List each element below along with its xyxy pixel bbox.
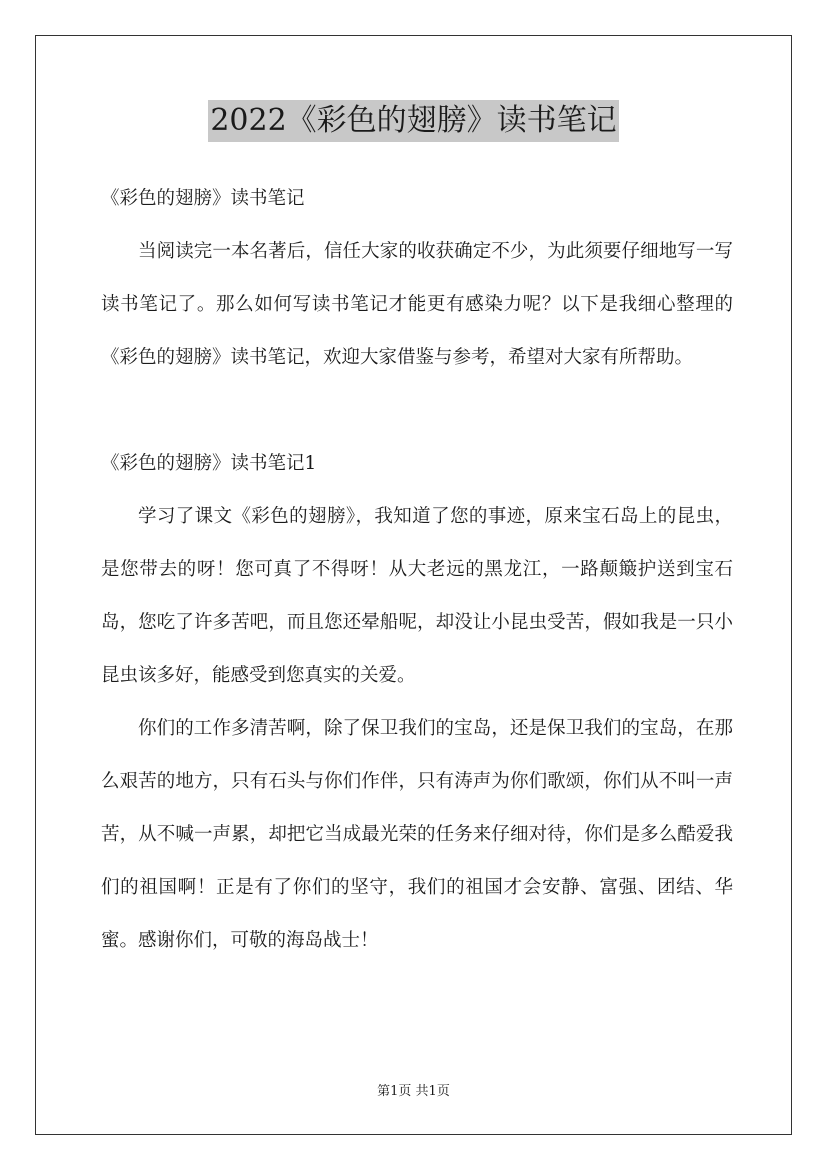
section-paragraph-1: 学习了课文《彩色的翅膀》，我知道了您的事迹，原来宝石岛上的昆虫，是您带去的呀！您可真了不得呀！从大老远的黑龙江，一路颠簸护送到宝石岛，您吃了许多苦吧，而且您还晕船呢，却没让小昆虫受苦，假如我是一只小昆虫该多好，能感受到您真实的关爱。 bbox=[101, 506, 733, 686]
section-paragraph-2: 你们的工作多清苦啊，除了保卫我们的宝岛，还是保卫我们的宝岛，在那么艰苦的地方，只有石头与你们作伴，只有涛声为你们歌颂，你们从不叫一声苦，从不喊一声累，却把它当成最光荣的任务来仔细对待，你们是多么酷爱我们的祖国啊！正是有了你们的坚守，我们的祖国才会安静、富强、团结、华蜜。感谢你们，可敬的海岛战士！ bbox=[101, 718, 733, 951]
document-body bbox=[101, 172, 733, 967]
page-number: 第1页 共1页 bbox=[377, 1084, 450, 1099]
section-spacer bbox=[101, 384, 733, 437]
intro-paragraph: 当阅读完一本名著后，信任大家的收获确定不少，为此须要仔细地写一写读书笔记了。那么如何写读书笔记才能更有感染力呢？以下是我细心整理的《彩色的翅膀》读书笔记，欢迎大家借鉴与参考，希望对大家有所帮助。 bbox=[101, 241, 733, 368]
intro-heading: 《彩色的翅膀》读书笔记 bbox=[101, 188, 305, 209]
document-title bbox=[0, 100, 827, 142]
section-heading: 《彩色的翅膀》读书笔记1 bbox=[101, 453, 317, 474]
page-footer bbox=[0, 1083, 827, 1101]
document-title-text: 2022《彩色的翅膀》读书笔记 bbox=[208, 100, 618, 142]
